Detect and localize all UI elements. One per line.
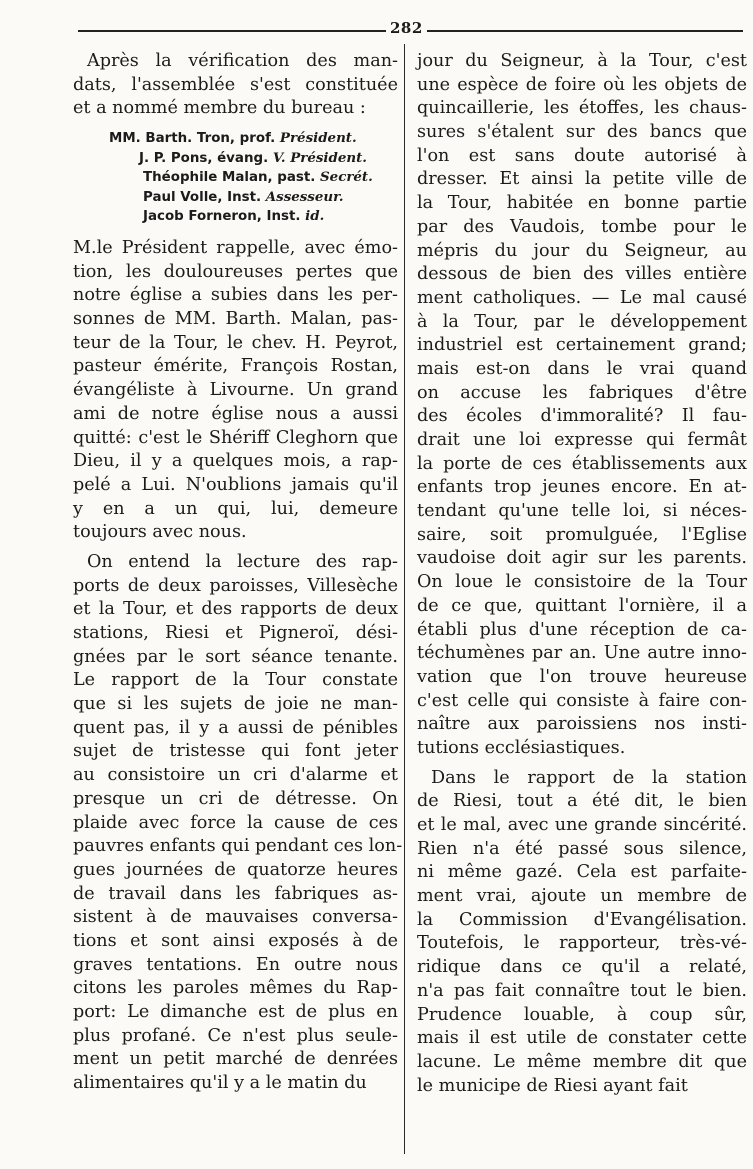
text-line: pelé a Lui. N'oublions jamais qu'il bbox=[73, 474, 398, 495]
text-line: de Riesi, tout a été dit, le bien bbox=[417, 791, 747, 812]
text-line: Rien n'a été passé sous silence, bbox=[417, 838, 747, 859]
text-line: pauvres enfants qui pendant ces lon- bbox=[73, 836, 403, 857]
text-line: la porte de ces établissements aux bbox=[417, 453, 747, 474]
text-line: Dieu, il y a quelques mois, a rap- bbox=[73, 451, 398, 472]
text-line: n'a pas fait connaître tout le bien. bbox=[417, 980, 747, 1001]
text-line: tendant qu'une telle loi, si néces- bbox=[417, 501, 747, 522]
text-line: lacune. Le même membre dit que bbox=[417, 1051, 747, 1072]
text-line: mais il est utile de constater cette bbox=[417, 1028, 747, 1049]
member-name: MM. Barth. Tron, prof. bbox=[109, 131, 276, 147]
text-line: ment un petit marché de denrées bbox=[73, 1049, 398, 1070]
text-line: et a nommé membre du bureau : bbox=[73, 98, 366, 119]
text-line: Le rapport de la Tour constate bbox=[73, 670, 398, 691]
text-line: le municipe de Riesi ayant fait bbox=[417, 1075, 688, 1096]
bureau-member bbox=[73, 129, 398, 149]
column-divider bbox=[404, 44, 405, 1154]
text-line: toujours avec nous. bbox=[73, 522, 247, 543]
text-line: y en a un qui, lui, demeure bbox=[73, 498, 398, 519]
text-line: graves tentations. En outre nous bbox=[73, 954, 398, 975]
text-line: gues journées de quatorze heures bbox=[73, 859, 398, 880]
text-line: enfants trop jeunes encore. En at- bbox=[417, 477, 747, 498]
text-line: téchumènes par an. Une autre inno- bbox=[417, 643, 747, 664]
text-line: On entend la lecture des rap- bbox=[87, 551, 398, 572]
text-line: plaide avec force la cause de ces bbox=[73, 812, 398, 833]
text-line: dats, l'assemblée s'est constituée bbox=[73, 74, 398, 95]
text-line: alimentaires qu'il y a le matin du bbox=[73, 1073, 367, 1094]
text-line: de ce que, quittant l'ornière, il a bbox=[417, 595, 747, 616]
text-line: port: Le dimanche est de plus en bbox=[73, 1002, 398, 1023]
text-line: au consistoire un cri d'alarme et bbox=[73, 765, 398, 786]
text-line: jour du Seigneur, à la Tour, c'est bbox=[417, 51, 747, 71]
text-line: évangéliste à Livourne. Un grand bbox=[73, 380, 398, 401]
text-line: ports de deux paroisses, Villesèche bbox=[73, 575, 398, 596]
member-title: Secrét. bbox=[320, 169, 373, 186]
text-line: plus profané. Ce n'est plus seule- bbox=[73, 1025, 398, 1046]
text-line: sistent à de mauvaises conversa- bbox=[73, 907, 398, 928]
text-line: stations, Riesi et Pigneroï, dési- bbox=[73, 623, 398, 644]
text-line: On loue le consistoire de la Tour bbox=[417, 572, 747, 593]
text-line: sonnes de MM. Barth. Malan, pas- bbox=[73, 309, 398, 330]
left-paragraph-president bbox=[73, 237, 398, 545]
text-line: par des Vaudois, tombe pour le bbox=[417, 216, 747, 237]
text-line: gnées par le sort séance tenante. bbox=[73, 646, 398, 667]
text-line: on accuse les fabriques d'être bbox=[417, 382, 747, 403]
text-line: teur de la Tour, le chev. H. Peyrot, bbox=[73, 332, 398, 353]
bureau-member bbox=[73, 168, 398, 188]
member-name: Paul Volle, Inst. bbox=[143, 189, 262, 205]
left-paragraph-reports bbox=[73, 551, 403, 1096]
text-line: mépris du jour du Seigneur, au bbox=[417, 240, 747, 261]
bureau-member bbox=[73, 188, 398, 208]
text-line: vaudoise doit agir sur les parents. bbox=[417, 548, 747, 569]
text-line: ridique dans ce qu'il a relaté, bbox=[417, 957, 747, 978]
text-line: ami de notre église nous a aussi bbox=[73, 403, 398, 424]
member-name: Théophile Malan, past. bbox=[143, 170, 316, 186]
text-line: tion, les douloureuses pertes que bbox=[73, 261, 398, 282]
text-line: ni même gazé. Cela est parfaite- bbox=[417, 862, 747, 883]
text-line: drait une loi expresse qui fermât bbox=[417, 430, 747, 450]
right-paragraph-riesi bbox=[417, 767, 747, 1099]
text-line: établi plus d'une réception de ca- bbox=[417, 619, 747, 640]
text-line: vation que l'on trouve heureuse bbox=[417, 666, 747, 687]
text-line: que si les sujets de joie ne man- bbox=[73, 694, 398, 715]
text-line: Dans le rapport de la station bbox=[431, 767, 747, 788]
member-title: Assesseur. bbox=[265, 188, 344, 205]
text-line: naître aux paroissiens nos insti- bbox=[417, 714, 747, 735]
text-line: Après la vérification des man- bbox=[87, 51, 398, 71]
text-line: notre église a subies dans les per- bbox=[73, 285, 398, 306]
text-line: presque un cri de détresse. On bbox=[73, 788, 398, 809]
text-line: mais est-on dans le vrai quand bbox=[417, 358, 747, 379]
text-line: une espèce de foire où les objets de bbox=[417, 74, 747, 95]
member-title: Président. bbox=[279, 130, 357, 147]
text-line: ment vrai, ajoute un membre de bbox=[417, 886, 747, 907]
text-line: et le mal, avec une grande sincérité. bbox=[417, 815, 747, 835]
text-line: dessous de bien des villes entière bbox=[417, 264, 747, 285]
text-line: quitté: c'est le Shériff Cleghorn que bbox=[73, 427, 398, 448]
text-line: saire, soit promulguée, l'Eglise bbox=[417, 524, 747, 545]
text-line: la Tour, habitée en bonne partie bbox=[417, 193, 747, 214]
text-line: et la Tour, et des rapports de deux bbox=[73, 599, 398, 620]
text-line: la Commission d'Evangélisation. bbox=[417, 909, 747, 930]
text-line: tutions ecclésiastiques. bbox=[417, 737, 626, 758]
text-line: c'est celle qui consiste à faire con- bbox=[417, 690, 747, 711]
text-line: M.le Président rappelle, avec émo- bbox=[73, 238, 398, 259]
member-title: V. Président. bbox=[272, 149, 367, 166]
left-intro-paragraph bbox=[73, 50, 398, 121]
text-line: pasteur émérite, François Rostan, bbox=[73, 356, 398, 377]
bureau-list bbox=[73, 129, 398, 227]
text-line: Toutefois, le rapporteur, très-vé- bbox=[417, 933, 747, 954]
text-line: tions et sont ainsi exposés à de bbox=[73, 930, 398, 951]
right-paragraph-tour bbox=[417, 50, 747, 761]
text-line: de travail dans les fabriques as- bbox=[73, 883, 398, 904]
page-number: 282 bbox=[386, 19, 427, 37]
text-line: Prudence louable, à coup sûr, bbox=[417, 1004, 747, 1025]
text-line: citons les paroles mêmes du Rap- bbox=[73, 978, 398, 999]
bureau-member bbox=[73, 207, 398, 227]
text-line: des écoles d'immoralité? Il fau- bbox=[417, 406, 747, 427]
member-title: id. bbox=[305, 208, 325, 225]
text-line: à la Tour, par le développement bbox=[417, 311, 747, 332]
text-line: ment catholiques. — Le mal causé bbox=[417, 287, 747, 308]
text-line: quent pas, il y a aussi de pénibles bbox=[73, 717, 398, 738]
text-line: industriel est certainement grand; bbox=[417, 335, 747, 356]
right-column bbox=[417, 50, 747, 1098]
text-line: sujet de tristesse qui font jeter bbox=[73, 741, 398, 762]
text-line: quincaillerie, les étoffes, les chaus- bbox=[417, 98, 747, 119]
text-line: l'on est sans doute autorisé à bbox=[417, 145, 747, 166]
text-line: dresser. Et ainsi la petite ville de bbox=[417, 169, 747, 190]
left-column bbox=[73, 50, 403, 1096]
member-name: Jacob Forneron, Inst. bbox=[143, 209, 301, 225]
member-name: J. P. Pons, évang. bbox=[139, 150, 269, 166]
bureau-member bbox=[73, 149, 398, 169]
text-line: sures s'étalent sur des bancs que bbox=[417, 122, 747, 143]
